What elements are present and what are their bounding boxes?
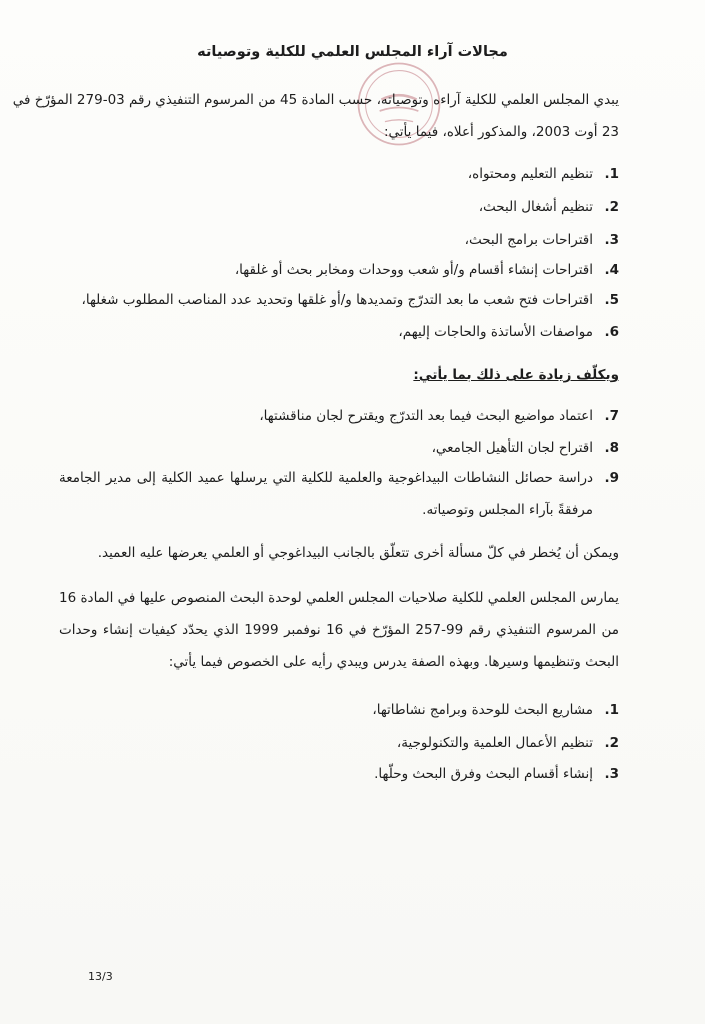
list-item-number: 2. bbox=[604, 199, 619, 215]
document-title: مجالات آراء المجلس العلمي للكلية وتوصياته bbox=[197, 44, 508, 60]
list-item bbox=[59, 164, 619, 184]
list-item-text: تنظيم الأعمال العلمية والتكنولوجية، bbox=[396, 735, 593, 751]
list-item-text: مواصفات الأساتذة والحاجات إليهم، bbox=[398, 324, 593, 340]
list-item-text: إنشاء أقسام البحث وفرق البحث وحلّها. bbox=[374, 766, 593, 782]
list-item-text: اقتراحات إنشاء أقسام و/أو شعب ووحدات ومخابر بحث أو غلقها، bbox=[234, 262, 593, 278]
list-item bbox=[59, 438, 619, 458]
list-item-text: تنظيم أشغال البحث، bbox=[478, 199, 593, 215]
list-item-number: 8. bbox=[604, 440, 619, 456]
list-item-text: مشاريع البحث للوحدة وبرامج نشاطاتها، bbox=[372, 702, 593, 718]
list-item-number: 3. bbox=[604, 232, 619, 248]
list-item bbox=[59, 733, 619, 753]
list-item-text: دراسة حصائل النشاطات البيداغوجية والعلمية للكلية التي يرسلها عميد الكلية إلى مدير الجامعة مرفقةً بآراء المجلس وتوصياته. bbox=[59, 470, 593, 518]
intro-line-1: يبدي المجلس العلمي للكلية آراءه وتوصياته، حسب المادة 45 من المرسوم التنفيذي رقم 03-279 المؤرّخ في bbox=[12, 92, 619, 108]
page-number: 13/3 bbox=[88, 970, 113, 983]
list-item-number: 9. bbox=[604, 470, 619, 486]
list-item-number: 6. bbox=[604, 324, 619, 340]
list-item bbox=[59, 230, 619, 250]
list-item bbox=[59, 322, 619, 342]
list-item-number: 7. bbox=[604, 408, 619, 424]
list-item bbox=[59, 406, 619, 426]
list-item-text: تنظيم التعليم ومحتواه، bbox=[467, 166, 593, 182]
list-item-text: اقتراح لجان التأهيل الجامعي، bbox=[431, 440, 593, 456]
list-item bbox=[59, 700, 619, 720]
paragraph-research-unit: يمارس المجلس العلمي للكلية صلاحيات المجلس العلمي لوحدة البحث المنصوص عليها في المادة 16 من المرسوم التنفيذي رقم 99-257 المؤرّخ في 16 نوفمبر 1999 الذي يحدّد كيفيات إنشاء وحدات البحث وتنظيمها وسيرها. وبهذه الصفة يدرس ويبدي رأيه على الخصوص فيما يأتي: bbox=[59, 590, 619, 670]
list-item-text: اقتراحات فتح شعب ما بعد التدرّج وتمديدها و/أو غلقها وتحديد عدد المناصب المطلوب شغلها، bbox=[81, 292, 593, 308]
list-item-text: اقتراحات برامج البحث، bbox=[464, 232, 593, 248]
additional-note: ويمكن أن يُخطر في كلّ مسألة أخرى تتعلّق بالجانب البيداغوجي أو العلمي يعرضها عليه العميد. bbox=[97, 545, 619, 561]
list-item-number: 5. bbox=[604, 292, 619, 308]
list-item-number: 2. bbox=[604, 735, 619, 751]
list-item bbox=[59, 260, 619, 280]
section-subheading: ويكلّف زيادة على ذلك بما يأتي: bbox=[413, 367, 619, 383]
list-item bbox=[59, 197, 619, 217]
list-item bbox=[59, 462, 619, 526]
intro-line-2: 23 أوت 2003، والمذكور أعلاه، فيما يأتي: bbox=[384, 124, 619, 140]
list-item-number: 1. bbox=[604, 166, 619, 182]
list-item-number: 1. bbox=[604, 702, 619, 718]
list-item bbox=[59, 764, 619, 784]
list-item-number: 3. bbox=[604, 766, 619, 782]
list-item bbox=[59, 290, 619, 310]
list-item-text: اعتماد مواضيع البحث فيما بعد التدرّج ويقترح لجان مناقشتها، bbox=[259, 408, 593, 424]
list-item-number: 4. bbox=[604, 262, 619, 278]
